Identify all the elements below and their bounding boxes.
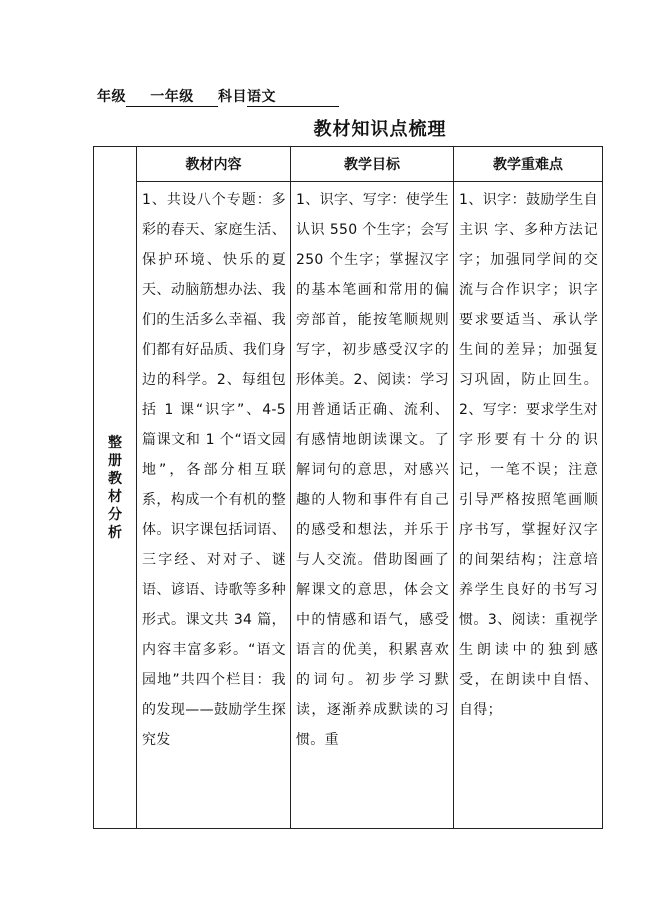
header-line [97, 86, 339, 107]
column-header-content: 教材内容 [137, 147, 291, 182]
key-points-text: 1、识字：鼓励学生自主识 字、多种方法记字；加强同学间的交流与合作识字；识字要求要适当、承认学生间的差异；加强复习巩固，防止回生。2、写字：要求学生对字形要有十分的识记，一笔不误；注意引导严格按照笔画顺序书写，掌握好汉字的间架结构；注意培养学生良好的书写习惯。3、阅读：重视学生朗读中的独到感受，在朗读中自悟、自得； [459, 192, 598, 718]
subject-label: 科目 [218, 89, 247, 105]
grade-label: 年级 [97, 89, 126, 105]
content-text: 1、共设八个专题：多彩的春天、家庭生活、保护环境、快乐的夏天、动脑筋想办法、我们的生活多么幸福、我们都有好品质、我们身边的科学。2、每组包括 1 课“识字”、4-5 篇课文和 1 个“语文园地”，各部分相互联系，构成一个有机的整体。识字课包括词语、三字经、对对子、谜语、谚语、诗歌等多种形式。课文共 34 篇，内容丰富多彩。“语文园地”共四个栏目：我的发现——鼓励学生探究发 [142, 192, 286, 748]
grade-value: 一年级 [126, 86, 218, 107]
key-points-cell [454, 182, 603, 829]
goals-text: 1、识字、写字：使学生认识 550 个生字；会写 250 个生字；掌握汉字的基本笔画和常用的偏旁部首，能按笔顺规则写字，初步感受汉字的形体美。2、阅读：学习用普通话正确、流利、有感情地朗读课文。了解词句的意思，对感兴趣的人物和事件有自己的感受和想法，并乐于与人交流。借助图画了解课文的意思，体会文中的情感和语气，感受语言的优美，积累喜欢的词句。初步学习默读，逐渐养成默读的习惯。重 [296, 192, 449, 748]
page-title: 教材知识点梳理 [313, 119, 447, 140]
column-header-goals: 教学目标 [291, 147, 454, 182]
content-cell [137, 182, 291, 829]
table-row [94, 182, 603, 829]
side-label: 整册教材分析 [108, 434, 122, 541]
table-header-row [94, 147, 603, 182]
subject-value: 语文 [247, 86, 339, 107]
side-cell [94, 147, 137, 829]
knowledge-table [93, 146, 603, 829]
goals-cell [291, 182, 454, 829]
column-header-key-points: 教学重难点 [454, 147, 603, 182]
